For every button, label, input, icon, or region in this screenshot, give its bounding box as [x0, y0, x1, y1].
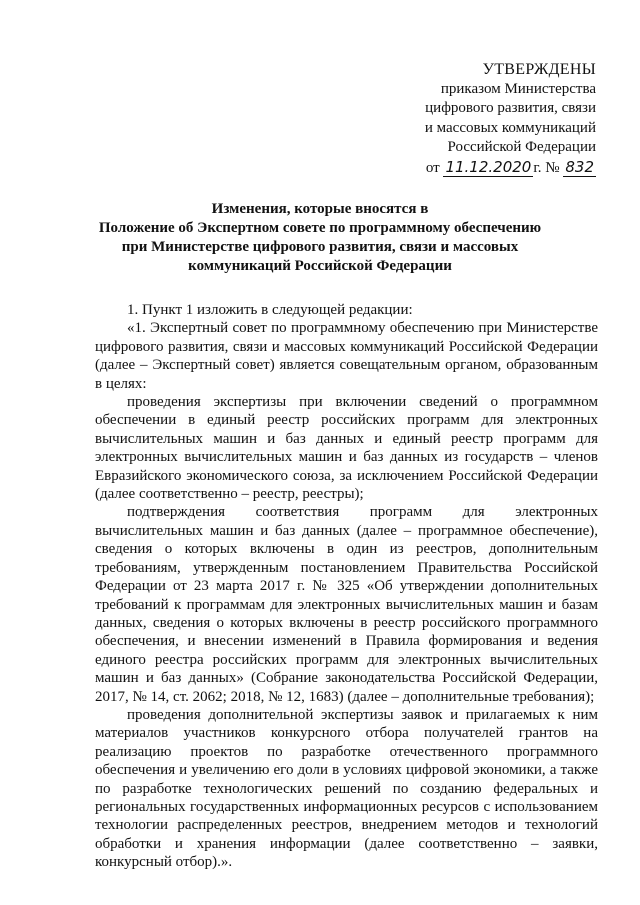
title-line: Изменения, которые вносятся в: [211, 201, 429, 217]
approval-block: [425, 60, 596, 178]
paragraph: проведения экспертизы при включении сведений о программном обеспечении в единый реестр российских программ для электронных вычислительных машин и баз данных и единый реестр программ для электронных вычислительных машин и баз данных из государств – членов Евразийского экономического союза, за исключением Российской Федерации (далее соответственно – реестр, реестры);: [95, 394, 598, 503]
date-suffix: г. №: [533, 159, 560, 176]
paragraph: подтверждения соответствия программ для электронных вычислительных машин и баз данных (далее – программное обеспечение), сведения о которых включены в один из реестров, дополнительным требованиям, утвержденным постановлением Правительства Российской Федерации от 23 марта 2017 г. № 325 «Об утверждении дополнительных требований к программам для электронных вычислительных машин и базам данных, сведения о которых включены в реестр российского программного обеспечения, и внесении изменений в Правила формирования и ведения единого реестра российских программ для электронных вычислительных машин и баз данных» (Собрание законодательства Российской Федерации, 2017, № 14, ст. 2062; 2018, № 12, 1683) (далее – дополнительные требования);: [95, 504, 598, 705]
approval-line: и массовых коммуникаций: [424, 119, 596, 136]
handwritten-number: 832: [565, 157, 594, 176]
handwritten-date: 11.12.2020: [445, 157, 532, 176]
approval-heading: УТВЕРЖДЕНЫ: [482, 61, 596, 78]
approval-line: приказом Министерства: [440, 80, 596, 97]
paragraph: 1. Пункт 1 изложить в следующей редакции:: [127, 302, 413, 318]
approval-line: цифрового развития, связи: [425, 100, 596, 116]
title-line: Положение об Экспертном совете по программному обеспечению: [98, 220, 542, 236]
date-prefix: от: [425, 159, 440, 176]
document-body: [95, 301, 598, 872]
approval-line: Российской Федерации: [447, 139, 596, 155]
paragraph: «1. Экспертный совет по программному обеспечению при Министерстве цифрового развития, связи и массовых коммуникаций Российской Федерации (далее – Экспертный совет) является совещательным органом, образованным в целях:: [95, 320, 598, 392]
title-line: при Министерстве цифрового развития, связи и массовых: [121, 239, 519, 255]
paragraph: проведения дополнительной экспертизы заявок и прилагаемых к ним материалов участников конкурсного отбора получателей грантов на реализацию проектов по разработке отечественного программного обеспечения и увеличению его доли в условиях цифровой экономики, а также по разработке технологических решений по созданию федеральных и региональных государственных информационных ресурсов с использованием технологии распределенных реестров, внедрением методов и технологий обработки и хранения информации (далее соответственно – заявки, конкурсный отбор).».: [95, 706, 598, 871]
title-line: коммуникаций Российской Федерации: [188, 258, 452, 274]
approval-date-line: [425, 158, 596, 179]
document-title: [60, 200, 580, 276]
